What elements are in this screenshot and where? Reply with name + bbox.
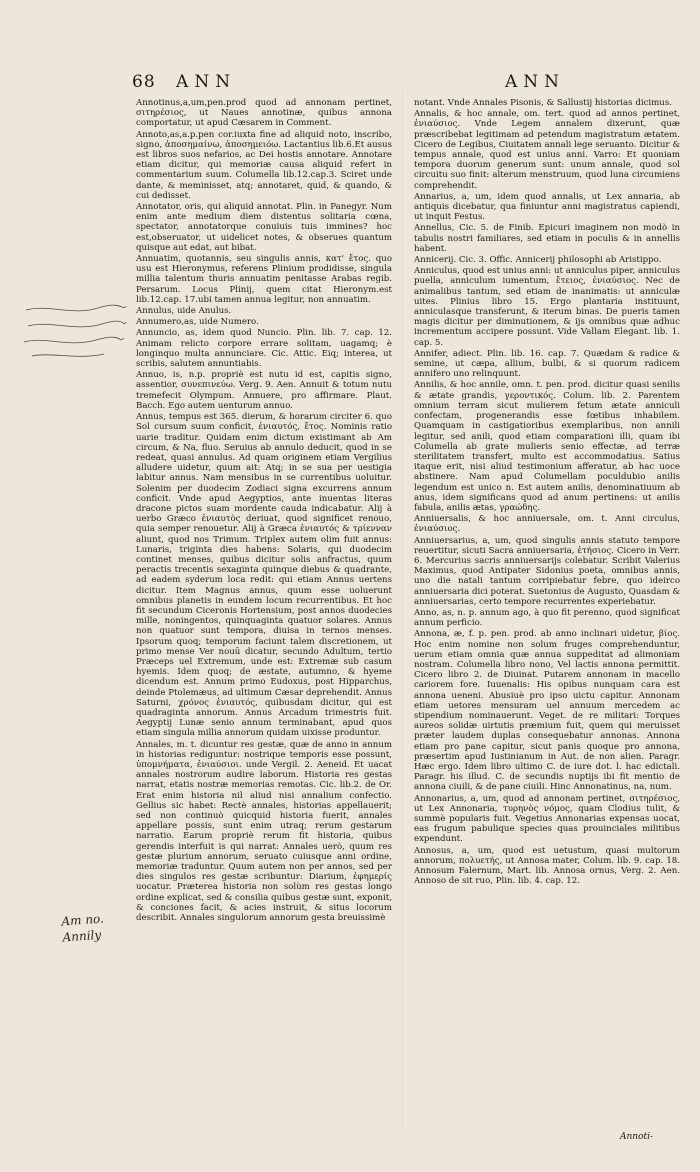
dictionary-entry: Annonarius, a, um, quod ad annonam pertinet, σιτηρέσιος, ut Lex Annonaria, τυρηνὸς νόμος, quam Clodius tulit, & summè popularis fuit. Vegetius Annonarias expensas uocat, eas frugum pabulique species quas prouinciales militibus expendunt. <box>414 793 680 845</box>
catchword: Annoti- <box>620 1132 654 1142</box>
left-column <box>136 98 392 1098</box>
dictionary-entry: Annotator, oris, qui aliquid annotat. Plin. in Panegyr. Num enim ante medium diem distentus solitaria cœna, spectator, annotatorque conuiuis tuis immines? hoc est,obseruator, ut uidelicet notes, & obserues quantum quisque aut edat, aut bibat. <box>136 202 392 253</box>
dictionary-entry: Annalis, & hoc annale, om. tert. quod ad annos pertinet, ἐνιαύσιος. Vnde Legem annalem dixerunt, quæ præscribebat legitimam ad petendum magistratum ætatem. Cicero de Legibus, Ciuitatem annali lege seruanto. Dicitur & tempus annale, quod est unius anni. Varro: Et quoniam tempora duorum generum sunt: unum annale, quod sol circuitu suo finit: alterum menstruum, quod luna circumiens comprehendit. <box>414 109 680 191</box>
dictionary-entry: Anno, as, n. p. annum ago, à quo fit perenno, quod significat annum perficio. <box>414 607 680 629</box>
dictionary-entry: Anniculus, quod est unius anni: ut anniculus piper, anniculus puella, anniculum iumentum, ἔτειος, ἐνιαύσιος. Nec de animalibus tantum, sed etiam de inanimatis: ut anniculæ uites. Plinius libro 15. Ergo plantaria instituunt, anniculasque transferunt, & iterum binas. De pueris tamen magis dicitur per diminutionem, & ijs omnibus quæ adhuc incrementum accipere possunt. Vide Vallam Elegant. lib. 1. cap. 5. <box>414 266 680 348</box>
handwritten-scribble-icon <box>18 296 128 366</box>
dictionary-entry: Annuatim, quotannis, seu singulis annis, κατ' ἔτος. quo usu est Hieronymus, referens Plinium prodidisse, singula millia talentum thuris annuatim penitasse Arabas regib. Persarum. Locus Plinij, quem citat Hieronym.est lib.12.cap. 17.ubi tamen annua legitur, non annuatim. <box>136 254 392 305</box>
dictionary-entry: Annarius, a, um, idem quod annalis, ut Lex annaria, ab antiquis dicebatur, qua finiuntur anni magistratus capiendi, ut inquit Festus. <box>414 191 680 223</box>
margin-note-line-1: Am no. <box>61 911 105 929</box>
dictionary-entry: Annifer, adiect. Plin. lib. 16. cap. 7. Quædam & radice & semine, ut cæpa, allium, bulbi, & si quorum radicem annifero uno relinquunt. <box>414 348 680 380</box>
dictionary-entry: Annuo, is, n.p. propriè est nutu id est, capitis signo, assentior, συνεπινεύω. Verg. 9. Aen. Annuit & totum nutu tremefecit Olympum. Annuere, pro affirmare. Plaut. Bacch. Ego autem uenturum annuo. <box>136 370 392 411</box>
right-column <box>414 98 680 1098</box>
dictionary-entry: Anniuersalis, & hoc anniuersale, om. t. Anni circulus, ἐνιαύσιος. <box>414 514 680 535</box>
dictionary-entry: Annosus, a, um, quod est uetustum, quasi multorum annorum, πολυετής, ut Annosa mater, Colum. lib. 9. cap. 18. Annosum Falernum, Mart. lib. Annosa ornus, Verg. 2. Aen. Annoso de sit ruo, Plin. lib. 4. cap. 12. <box>414 845 680 887</box>
dictionary-entry: Annumero,as, uide Numero. <box>136 317 259 328</box>
dictionary-entry: Anniuersarius, a, um, quod singulis annis statuto tempore reuertitur, sicuti Sacra anniuersaria, ἐτήσιος. Cicero in Verr. 6. Mercurius sacris anniuersarijs colebatur. Scribit Valerius Maximus, quod Antipater Sidonius poeta, omnibus annis, uno die natali tantum corripiebatur febre, quo ideirco anniuersaria dici poterat. Suetonius de Augusto, Quasdam & anniuersarias, certo tempore recurrentes experiebatur. <box>414 535 680 607</box>
dictionary-entry: Annilis, & hoc annile, omn. t. pen. prod. dicitur quasi senilis & ætate grandis, γεροντικός. Colum. lib. 2. Parentem omnium terram sicut mulierem fetum ætate anniculi confectam, progenerandis esse fœtibus inhabilem. Quamquam in castigatioribus exemplaribus, non annili legitur, sed anili, quod etiam comparationi illi, quam ibi Columella ab grate mulieris senio effectæ, ad terræ sterilitatem transfert, multo est accommodatius. Satius itaque erit, nisi aliud testimonium afferatur, ab hac uoce abstinere. Nam apud Columellam poculdubio anilis legendum est unico n. Est autem anilis, denominatiuum ab anus, idem significans quod ad anum pertinens: ut anilis fabula, anilis ætas, γραώδης. <box>414 380 680 513</box>
dictionary-entry: Annus, tempus est 365. dierum, & horarum circiter 6. quo Sol cursum suum conficit, ἐνιαυτός, ἔτος. Nominis ratio uarie traditur. Quidam enim dictum existimant ab Am circum, & Na, fluo. Seruius ab annulo deducit, quod in se redeat, quasi annulus. Ad quam originem etiam Vergilius alludere uidetur, quum ait: Atq; in se sua per uestigia labitur annus. Nam mensibus in se currentibus uoluitur. Solenim per duodecim Zodiaci signa excurrens annum conficit. Vnde apud Aegyptios, ante inuentas literas dracone pictos suam mordente cauda indicabatur. Alij à uerbo Græco ἐνιαυτὸς deriuat, quod significet renouo, quia semper renouetur. Alij à Græca ἐνιαυτός & τρίενναν aliunt, quod nos Trimum. Triplex autem olim fuit annus: Lunaris, triginta dies habens: Solaris, qui duodecim continet menses, quibus dicitur solis anfractus, quum peractis trecentis sexaginta quinque diebus & quadrante, ad eadem syderum loca redit: qui etiam Annus uertens dicitur. Item Magnus annus, quum esse uoluerunt omnibus planetis in eundem locum recurrentibus. Et hoc fit secundum Ciceronis Hortensium, post annos duodecies mille, noningentos, quinquaginta quatuor solares. Annus non quatuor sunt tempora, diuisa in ternos menses. Ipsorum quoq; temporum faciunt talem discretionem, ut primo mense Ver nouū dicatur, secundo Adultum, tertio Præceps uel Extremum, unde est: Extremæ sub casum hyemis. Idem quoq; de æstate, autumno, & hyeme dicendum est. Annum primo Eudoxus, post Hipparchus, deinde Ptolemæus, ad ultimum Cæsar deprehendit. Annus Saturni, χρόνος ἐνιαυτός, quibusdam dicitur, qui est quadraginta annorum. Annus Arcadum trimestris fuit. Aegyptij Lunæ senio annum terminabant, apud quos etiam singula millia annorum quidam uixisse produntur. <box>136 412 392 739</box>
running-head-left: ANN <box>176 72 237 92</box>
dictionary-entry: Annotinus,a,um,pen.prod quod ad annonam pertinet, σιτηρέσιος, ut Naues annotinæ, quibus annona comportatur, ut apud Cæsarem in Comment. <box>136 98 392 129</box>
column-gutter <box>402 90 403 1130</box>
folio-header <box>132 72 236 92</box>
dictionary-entry: Annales, m. t. dicuntur res gestæ, quæ de anno in annum in historias rediguntur: nostrique temporis esse possunt, ὑπομνήματα, ἐνιαύσιοι. unde Vergil. 2. Aeneid. Et uacat annales nostrorum audire laborum. Historia res gestas narrat, etatis nostræ memorias remotas. Cic. lib.2. de Or. Erat enim historia nil aliud nisi annalium confectio. Gellius sic habet: Rectè annales, historias appellauerit; sed non continuò quicquid historia fuerit, annales appellare possis, sunt enim utraq; rerum gestarum narratio. Earum propriè rerum fit historia, quibus gerendis interfuit is qui narrat: Annales uerò, quum res gestæ plurium annorum, seruato cuiusque anni ordine, memoriæ traduntur. Quum autem non per annos, sed per dies singulos res gestæ scribuntur: Diarium, ἐφημερίς uocatur. Præterea historia non solùm res gestas longo ordine explicat, sed & consilia quibus gestæ sunt, exponit, & conciones facit, & acies instruit, & situs locorum describit. Annales singulorum annorum gesta breuissimè <box>136 739 392 924</box>
dictionary-entry: Annoto,as,a.p.pen cor.iuxta fine ad aliquid noto, inscribo, signo, ἀποσημαίνω, ἀποσημειόω. Lactantius lib.6.Et ausus est libros suos nefarios, ac Dei hostis annotare. Annotare etiam dicitur, qui memoriæ causa aliquid refert in commentarium suum. Columella lib.12.cap.3. Sciret unde dante, & meminisset, atq; annotaret, quid, & quando, & cui dedisset. <box>136 129 392 201</box>
dictionary-entry: notant. Vnde Annales Pisonis, & Sallustij historias dicimus. <box>414 98 672 108</box>
page-number: 68 <box>132 72 156 92</box>
dictionary-entry: Annona, æ, f. p. pen. prod. ab anno inclinari uidetur, βίος. Hoc enim nomine non solum fruges comprehenduntur, uerum etiam omnia quæ annua suppeditat ad alimoniam nostram. Columella libro nono, Vel lactis annona permittit. Cicero libro 2. de Diuinat. Putarem annonam in macello cariorem fore. Iuuenalis: His opibus nunquam cara est annona ueneni. Abusiuè pro ipso uictu capitur. Annonam etiam uetores mensuram uel annuum mercedem ac stipendium nominauerunt. Veget. de re militari: Torques aureos solidæ uirtutis præmium fuit, quem qui meruisset præter laudem duplas consequebatur annonas. Annona etiam pro pane capitur, sicut panis quoque pro annona, præsertim apud Iustinianum in Aut. de non alien. Paragr. Hæc ergo. Idem libro ultimo C. de iure dot. l. hac edictali. Paragr. his illud. C. de secundis nuptijs ibi fit mentio de annona ciuili, & de pane ciuili. Hinc Annonatinus, na, num. <box>414 629 680 793</box>
margin-note-line-2: Annily <box>62 927 102 945</box>
dictionary-entry: Annuncio, as, idem quod Nuncio. Plin. lib. 7. cap. 12. Animam relicto corpore errare solitam, uagamq; è longinquo multa annunciare. Cic. Attic. Eiq; interea, ut scribis, salutem annuntiabis. <box>136 328 392 370</box>
dictionary-entry: Annellus, Cic. 5. de Finib. Epicuri imaginem non modò in tabulis nostri familiares, sed etiam in poculis & in annellis habent. <box>414 223 680 254</box>
dictionary-entry: Annicerij. Cic. 3. Offic. Annicerij philosophi ab Aristippo. <box>414 255 662 266</box>
running-head-right: ANN <box>505 72 566 92</box>
handwritten-margin-note <box>61 911 106 946</box>
dictionary-entry: Annulus, uide Anulus. <box>136 306 232 317</box>
